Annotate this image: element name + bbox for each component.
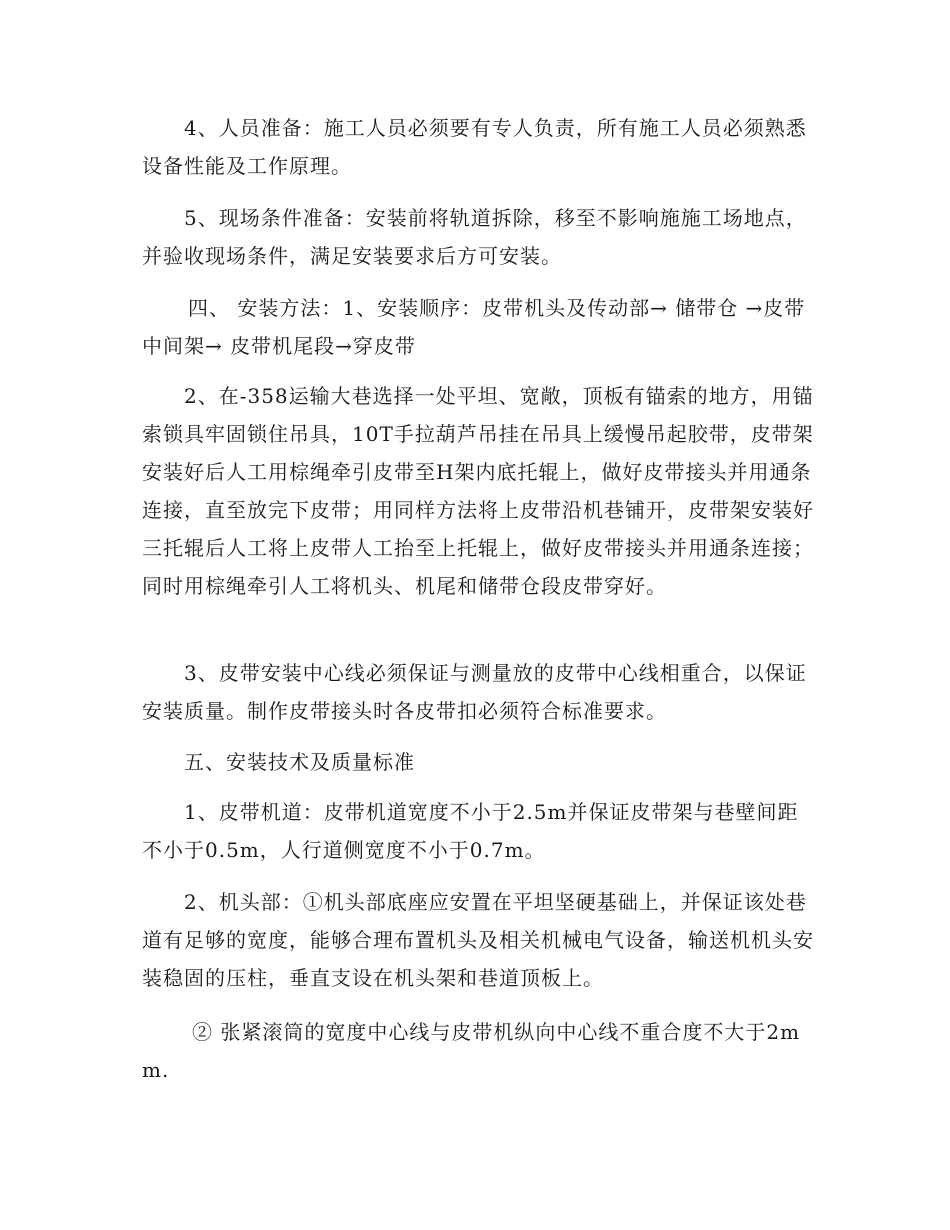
paragraph-head-section: 2、机头部：①机头部底座应安置在平坦坚硬基础上，并保证该处巷道有足够的宽度，能够合理布置机头及相关机械电气设备，输送机机头安装稳固的压柱，垂直支设在机头架和巷道顶板上。	[142, 890, 814, 990]
paragraph-centerline-requirement: 3、皮带安装中心线必须保证与测量放的皮带中心线相重合，以保证安装质量。制作皮带接头时各皮带扣必须符合标准要求。	[142, 661, 807, 723]
paragraph-site-conditions: 5、现场条件准备：安装前将轨道拆除，移至不影响施施工场地点，并验收现场条件，满足安装要求后方可安装。	[142, 206, 807, 268]
paragraph-installation-method: 四、 安装方法：1、安装顺序：皮带机头及传动部→ 储带仓 →皮带中间架→ 皮带机尾段→穿皮带	[142, 296, 806, 358]
paragraph-belt-roadway: 1、皮带机道：皮带机道宽度不小于2.5m并保证皮带架与巷壁间距不小于0.5m，人行道侧宽度不小于0.7m。	[142, 800, 799, 862]
section-heading-quality-standards: 五、安装技术及质量标准	[184, 750, 415, 774]
paragraph-tension-drum: ② 张紧滚筒的宽度中心线与皮带机纵向中心线不重合度不大于2mm.	[142, 1020, 801, 1082]
paragraph-belt-laying-procedure: 2、在-358运输大巷选择一处平坦、宽敞，顶板有锚索的地方，用锚索锁具牢固锁住吊具，10T手拉葫芦吊挂在吊具上缓慢吊起胶带，皮带架安装好后人工用棕绳牵引皮带至H架内底托辊上，做好皮带接头并用通条连接，直至放完下皮带；用同样方法将上皮带沿机巷铺开，皮带架安装好三托辊后人工将上皮带人工抬至上托辊上，做好皮带接头并用通条连接；同时用棕绳牵引人工将机头、机尾和储带仓段皮带穿好。	[142, 384, 814, 598]
paragraph-personnel-preparation: 4、人员准备：施工人员必须要有专人负责，所有施工人员必须熟悉设备性能及工作原理。	[142, 116, 807, 178]
